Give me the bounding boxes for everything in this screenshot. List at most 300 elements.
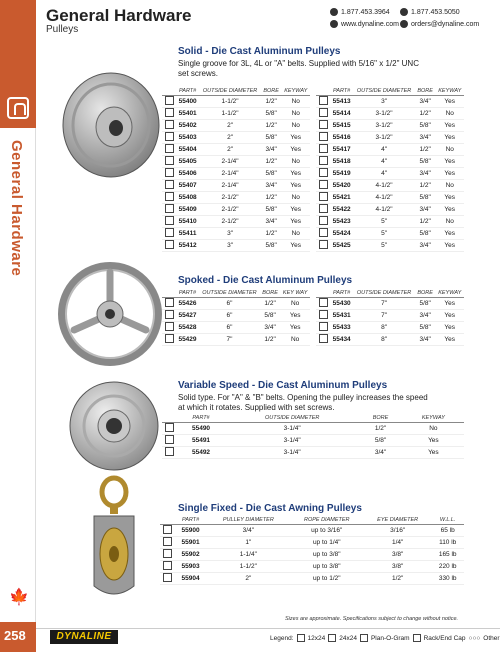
table-cell: 3/4": [415, 334, 436, 346]
table-cell: 4-1/2": [353, 180, 415, 192]
table-cell: Yes: [280, 310, 310, 322]
order-checkbox[interactable]: [319, 216, 328, 225]
table-cell: 3": [353, 96, 415, 108]
table-cell: 1/2": [415, 144, 436, 156]
table-cell: 8": [353, 334, 415, 346]
row-checkbox-cell: [316, 298, 330, 310]
part-number: 55901: [174, 537, 207, 549]
table-row: [162, 423, 464, 435]
table-cell: 4": [353, 156, 415, 168]
order-checkbox[interactable]: [165, 334, 174, 343]
row-checkbox-cell: [162, 96, 176, 108]
fax-number: 1.877.453.5050: [411, 8, 460, 16]
part-number: 55419: [330, 168, 353, 180]
table-cell: 2-1/2": [199, 216, 261, 228]
table-cell: 3/4": [261, 180, 282, 192]
table-cell: No: [280, 298, 310, 310]
table-cell: up to 3/8": [290, 561, 364, 573]
table-cell: 1/2": [358, 423, 402, 435]
table-cell: 2-1/4": [199, 168, 261, 180]
legend-item: Other: [483, 634, 500, 642]
order-checkbox[interactable]: [165, 423, 174, 432]
table-cell: 2": [199, 120, 261, 132]
table-cell: 3/4": [415, 168, 436, 180]
table-row: [316, 168, 464, 180]
table-cell: Yes: [280, 322, 310, 334]
table-row: [316, 322, 464, 334]
table-cell: 8": [353, 322, 415, 334]
table-cell: Yes: [435, 240, 464, 252]
part-number: 55429: [176, 334, 199, 346]
awning-section-title: Single Fixed - Die Cast Awning Pulleys: [178, 503, 362, 514]
table-cell: No: [435, 180, 464, 192]
variable-section-desc: [178, 393, 428, 413]
part-number: 55425: [330, 240, 353, 252]
table-cell: 3/4": [207, 525, 289, 537]
part-number: 55406: [176, 168, 199, 180]
table-cell: No: [281, 108, 310, 120]
table-row: [316, 298, 464, 310]
table-cell: 5/8": [261, 168, 282, 180]
order-checkbox[interactable]: [319, 96, 328, 105]
spoked-table-right: [316, 289, 464, 346]
order-checkbox[interactable]: [165, 240, 174, 249]
table-cell: Yes: [281, 240, 310, 252]
awning-table: [160, 516, 464, 585]
order-checkbox[interactable]: [319, 156, 328, 165]
variable-section-title: Variable Speed - Die Cast Aluminum Pulleys: [178, 380, 388, 391]
table-row: [162, 168, 310, 180]
part-number: 55904: [174, 573, 207, 585]
solid-table-left: [162, 87, 310, 252]
table-row: [160, 561, 464, 573]
order-checkbox[interactable]: [319, 108, 328, 117]
col-header: PART#: [174, 516, 207, 525]
part-number: 55420: [330, 180, 353, 192]
part-number: 55492: [176, 447, 226, 459]
footnote: Sizes are approximate. Specifications subject to change without notice.: [285, 616, 459, 622]
maple-leaf-icon: 🍁: [9, 589, 29, 606]
order-checkbox[interactable]: [165, 120, 174, 129]
order-checkbox[interactable]: [165, 298, 174, 307]
order-checkbox[interactable]: [163, 561, 172, 570]
part-number: 55401: [176, 108, 199, 120]
dynaline-logo: DYNALINE: [50, 630, 118, 644]
table-cell: 3/4": [415, 132, 436, 144]
order-checkbox[interactable]: [165, 310, 174, 319]
col-header: KEYWAY: [403, 414, 464, 423]
part-number: 55490: [176, 423, 226, 435]
table-cell: 3/4": [260, 322, 280, 334]
part-number: 55423: [330, 216, 353, 228]
page-title: General Hardware: [46, 6, 192, 25]
table-cell: No: [435, 108, 464, 120]
table-row: [162, 240, 310, 252]
order-checkbox[interactable]: [165, 180, 174, 189]
table-cell: 1-1/4": [207, 549, 289, 561]
row-checkbox-cell: [162, 156, 176, 168]
table-cell: 5/8": [261, 204, 282, 216]
table-cell: 5": [353, 240, 415, 252]
row-checkbox-cell: [162, 108, 176, 120]
table-cell: 3": [199, 240, 261, 252]
table-cell: Yes: [435, 132, 464, 144]
table-row: [162, 228, 310, 240]
order-checkbox[interactable]: [165, 435, 174, 444]
table-cell: 5/8": [261, 108, 282, 120]
part-number: 55413: [330, 96, 353, 108]
table-cell: Yes: [435, 204, 464, 216]
table-cell: 2-1/4": [199, 156, 261, 168]
order-checkbox[interactable]: [319, 204, 328, 213]
part-number: 55900: [174, 525, 207, 537]
table-cell: Yes: [435, 96, 464, 108]
table-cell: 3-1/4": [226, 423, 358, 435]
order-checkbox[interactable]: [319, 310, 328, 319]
table-cell: 3-1/4": [226, 435, 358, 447]
table-row: [162, 435, 464, 447]
table-row: [160, 525, 464, 537]
row-checkbox-cell: [316, 240, 330, 252]
table-cell: 110 lb: [431, 537, 464, 549]
table-cell: 3/16": [364, 525, 431, 537]
row-checkbox-cell: [162, 168, 176, 180]
table-row: [162, 204, 310, 216]
legend: [270, 634, 500, 642]
order-checkbox[interactable]: [319, 144, 328, 153]
row-checkbox-cell: [160, 573, 174, 585]
table-cell: 3-1/4": [226, 447, 358, 459]
row-checkbox-cell: [162, 192, 176, 204]
table-row: [162, 216, 310, 228]
table-cell: 3/4": [415, 96, 436, 108]
row-checkbox-cell: [162, 298, 176, 310]
legend-box-icon: [413, 634, 421, 642]
table-cell: 2": [207, 573, 289, 585]
table-cell: Yes: [281, 168, 310, 180]
order-checkbox[interactable]: [165, 144, 174, 153]
part-number: 55411: [176, 228, 199, 240]
table-cell: 1-1/2": [199, 96, 261, 108]
table-cell: 6": [199, 298, 260, 310]
table-cell: Yes: [435, 192, 464, 204]
part-number: 55428: [176, 322, 199, 334]
part-number: 55410: [176, 216, 199, 228]
order-checkbox[interactable]: [163, 573, 172, 582]
order-checkbox[interactable]: [319, 298, 328, 307]
table-cell: 2": [199, 144, 261, 156]
order-checkbox[interactable]: [165, 228, 174, 237]
table-row: [316, 240, 464, 252]
order-checkbox[interactable]: [165, 96, 174, 105]
table-cell: 2-1/4": [199, 180, 261, 192]
order-checkbox[interactable]: [319, 120, 328, 129]
legend-label: Legend:: [270, 634, 294, 642]
table-cell: 5/8": [415, 322, 436, 334]
spoked-table-left: [162, 289, 310, 346]
website-link[interactable]: www.dynaline.com: [341, 20, 399, 28]
table-row: [160, 549, 464, 561]
col-header: PART#: [330, 87, 353, 96]
variable-desc-line1: Solid type. For "A" & "B" belts. Opening the pulley increases the speed: [178, 393, 428, 402]
row-checkbox-cell: [162, 120, 176, 132]
table-cell: 3/4": [415, 310, 436, 322]
row-checkbox-cell: [160, 561, 174, 573]
col-header: ROPE DIAMETER: [290, 516, 364, 525]
page-number: 258: [4, 628, 26, 643]
order-checkbox[interactable]: [165, 168, 174, 177]
table-cell: 5/8": [415, 298, 436, 310]
order-checkbox[interactable]: [319, 334, 328, 343]
order-checkbox[interactable]: [163, 537, 172, 546]
table-cell: 65 lb: [431, 525, 464, 537]
table-cell: 1/2": [261, 156, 282, 168]
table-cell: 2": [199, 132, 261, 144]
row-checkbox-cell: [316, 180, 330, 192]
globe-icon: [330, 20, 338, 28]
part-number: 55400: [176, 96, 199, 108]
order-checkbox[interactable]: [165, 216, 174, 225]
table-row: [316, 216, 464, 228]
table-cell: 4-1/2": [353, 204, 415, 216]
table-cell: 6": [199, 310, 260, 322]
table-cell: 5/8": [415, 228, 436, 240]
row-checkbox-cell: [162, 216, 176, 228]
table-cell: 1/2": [415, 216, 436, 228]
table-cell: 5": [353, 228, 415, 240]
legend-dots-icon: ○○○: [468, 634, 481, 642]
order-checkbox[interactable]: [319, 322, 328, 331]
table-cell: Yes: [435, 322, 464, 334]
table-cell: 4-1/2": [353, 192, 415, 204]
table-cell: No: [281, 228, 310, 240]
table-cell: 5/8": [415, 120, 436, 132]
row-checkbox-cell: [162, 240, 176, 252]
table-cell: Yes: [435, 156, 464, 168]
fax-icon: [400, 8, 408, 16]
order-checkbox[interactable]: [165, 447, 174, 456]
col-header: W.L.L.: [431, 516, 464, 525]
variable-desc-line2: at which it rotates. Supplied with set screws.: [178, 403, 335, 412]
table-cell: 3-1/2": [353, 108, 415, 120]
row-checkbox-cell: [316, 144, 330, 156]
table-cell: up to 1/2": [290, 573, 364, 585]
table-cell: 1/2": [364, 573, 431, 585]
row-checkbox-cell: [316, 204, 330, 216]
part-number: 55427: [176, 310, 199, 322]
row-checkbox-cell: [162, 228, 176, 240]
table-row: [162, 132, 310, 144]
email-contact[interactable]: [400, 20, 479, 28]
order-checkbox[interactable]: [165, 108, 174, 117]
col-header: BORE: [415, 289, 436, 298]
row-checkbox-cell: [162, 204, 176, 216]
order-checkbox[interactable]: [163, 525, 172, 534]
table-cell: 1/2": [415, 180, 436, 192]
col-header: BORE: [415, 87, 436, 96]
row-checkbox-cell: [316, 96, 330, 108]
table-cell: Yes: [281, 132, 310, 144]
table-row: [162, 192, 310, 204]
table-cell: Yes: [435, 120, 464, 132]
col-header: KEYWAY: [435, 289, 464, 298]
fax-contact: [400, 8, 460, 16]
part-number: 55412: [176, 240, 199, 252]
order-checkbox[interactable]: [163, 549, 172, 558]
phone-number: 1.877.453.3964: [341, 8, 390, 16]
row-checkbox-cell: [316, 192, 330, 204]
order-checkbox[interactable]: [319, 132, 328, 141]
part-number: 55408: [176, 192, 199, 204]
table-cell: 5/8": [415, 192, 436, 204]
order-checkbox[interactable]: [165, 192, 174, 201]
part-number: 55418: [330, 156, 353, 168]
col-header: BORE: [261, 87, 282, 96]
table-row: [162, 156, 310, 168]
table-row: [316, 192, 464, 204]
table-row: [162, 96, 310, 108]
table-cell: 1/2": [261, 228, 282, 240]
table-cell: up to 1/4": [290, 537, 364, 549]
sidebar-vertical-title: General Hardware: [8, 140, 25, 277]
row-checkbox-cell: [162, 423, 176, 435]
col-header: OUTSIDE DIAMETER: [199, 87, 261, 96]
part-number: 55416: [330, 132, 353, 144]
table-cell: Yes: [403, 447, 464, 459]
table-cell: up to 3/8": [290, 549, 364, 561]
table-cell: Yes: [403, 435, 464, 447]
email-icon: [400, 20, 408, 28]
row-checkbox-cell: [162, 310, 176, 322]
phone-contact: [330, 8, 390, 16]
table-cell: Yes: [435, 310, 464, 322]
order-checkbox[interactable]: [319, 192, 328, 201]
part-number: 55421: [330, 192, 353, 204]
solid-table-right: [316, 87, 464, 252]
table-cell: 1/2": [415, 108, 436, 120]
table-row: [162, 180, 310, 192]
row-checkbox-cell: [162, 435, 176, 447]
table-cell: No: [281, 192, 310, 204]
table-cell: Yes: [435, 228, 464, 240]
part-number: 55426: [176, 298, 199, 310]
table-row: [160, 573, 464, 585]
order-checkbox[interactable]: [165, 322, 174, 331]
table-row: [316, 180, 464, 192]
col-header: OUTSIDE DIAMETER: [199, 289, 260, 298]
col-header: EYE DIAMETER: [364, 516, 431, 525]
row-checkbox-cell: [316, 108, 330, 120]
table-cell: No: [403, 423, 464, 435]
order-checkbox[interactable]: [165, 204, 174, 213]
table-cell: 3-1/2": [353, 132, 415, 144]
part-number: 55491: [176, 435, 226, 447]
solid-section-title: Solid - Die Cast Aluminum Pulleys: [178, 46, 341, 57]
table-cell: 5/8": [261, 240, 282, 252]
spoked-section-title: Spoked - Die Cast Aluminum Pulleys: [178, 275, 353, 286]
order-checkbox[interactable]: [165, 156, 174, 165]
table-cell: 7": [199, 334, 260, 346]
sidebar: [0, 0, 36, 652]
order-checkbox[interactable]: [165, 132, 174, 141]
order-checkbox[interactable]: [319, 240, 328, 249]
col-header: BORE: [260, 289, 280, 298]
table-cell: Yes: [435, 334, 464, 346]
row-checkbox-cell: [316, 228, 330, 240]
table-cell: 1/4": [364, 537, 431, 549]
order-checkbox[interactable]: [319, 180, 328, 189]
email-link[interactable]: orders@dynaline.com: [411, 20, 480, 28]
part-number: 55409: [176, 204, 199, 216]
table-cell: 2-1/2": [199, 192, 261, 204]
table-row: [316, 156, 464, 168]
phone-icon: [330, 8, 338, 16]
row-checkbox-cell: [162, 180, 176, 192]
part-number: 55403: [176, 132, 199, 144]
table-cell: 1-1/2": [199, 108, 261, 120]
table-row: [162, 334, 310, 346]
table-row: [162, 322, 310, 334]
table-cell: 165 lb: [431, 549, 464, 561]
website-contact[interactable]: [330, 20, 399, 28]
table-cell: 3/4": [358, 447, 402, 459]
col-header: KEY WAY: [280, 289, 310, 298]
legend-item: Plan-O-Gram: [370, 634, 410, 642]
part-number: 55434: [330, 334, 353, 346]
col-header: KEYWAY: [435, 87, 464, 96]
part-number: 55902: [174, 549, 207, 561]
row-checkbox-cell: [160, 537, 174, 549]
legend-item: Rack/End Cap: [423, 634, 466, 642]
part-number: 55404: [176, 144, 199, 156]
col-header: PULLEY DIAMETER: [207, 516, 289, 525]
variable-pulley-image: [66, 378, 162, 474]
order-checkbox[interactable]: [319, 228, 328, 237]
table-cell: No: [281, 96, 310, 108]
legend-box-icon: [328, 634, 336, 642]
row-checkbox-cell: [316, 216, 330, 228]
table-cell: 3/4": [261, 144, 282, 156]
awning-pulley-image: [84, 474, 144, 604]
variable-table: [162, 414, 464, 459]
table-cell: 6": [199, 322, 260, 334]
table-row: [162, 108, 310, 120]
legend-item: 24x24: [339, 634, 357, 642]
row-checkbox-cell: [316, 132, 330, 144]
order-checkbox[interactable]: [319, 168, 328, 177]
sidebar-top-block: [0, 0, 36, 88]
table-cell: 2-1/2": [199, 204, 261, 216]
row-checkbox-cell: [316, 156, 330, 168]
row-checkbox-cell: [316, 322, 330, 334]
table-row: [316, 334, 464, 346]
table-row: [316, 120, 464, 132]
col-header: OUTSIDE DIAMETER: [353, 87, 415, 96]
part-number: 55430: [330, 298, 353, 310]
table-cell: Yes: [281, 180, 310, 192]
part-number: 55424: [330, 228, 353, 240]
row-checkbox-cell: [160, 549, 174, 561]
solid-desc-line2: set screws.: [178, 69, 219, 78]
table-row: [162, 447, 464, 459]
table-cell: No: [435, 144, 464, 156]
col-header: OUTSIDE DIAMETER: [226, 414, 358, 423]
part-number: 55414: [330, 108, 353, 120]
table-cell: 5/8": [358, 435, 402, 447]
row-checkbox-cell: [316, 168, 330, 180]
table-row: [160, 537, 464, 549]
table-cell: 4": [353, 168, 415, 180]
